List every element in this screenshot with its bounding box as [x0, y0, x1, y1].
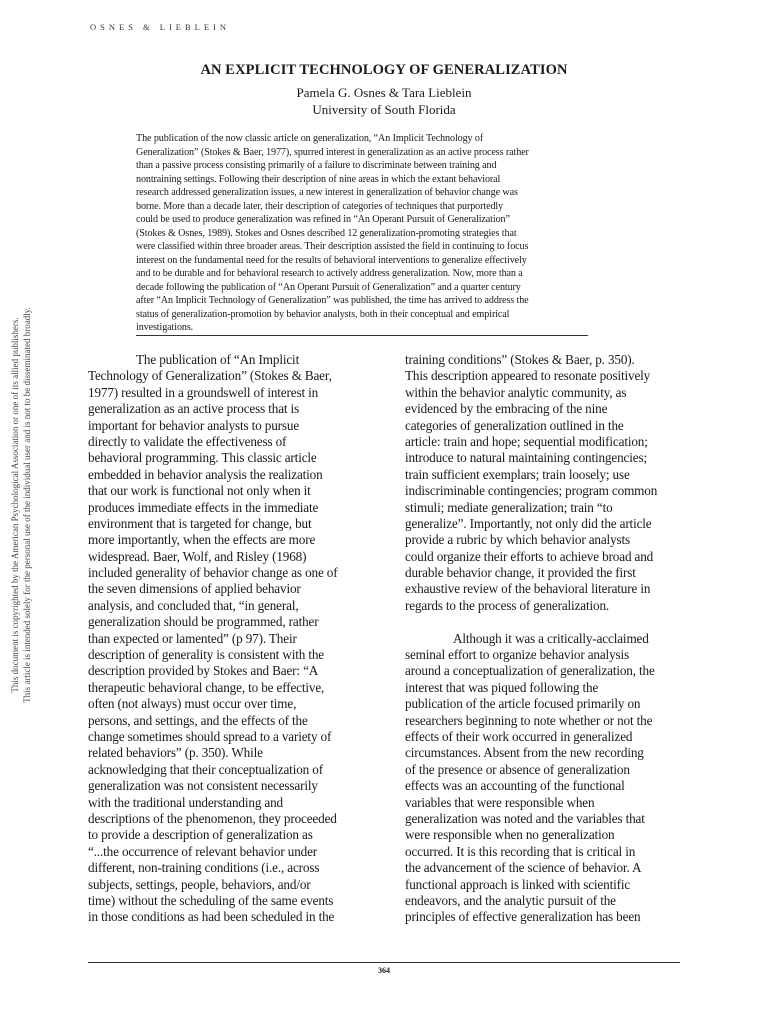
body-text-line: generalization was not consistent necessarily — [88, 778, 318, 794]
body-text-line: therapeutic behavioral change, to be effective, — [88, 679, 325, 695]
body-text-line: regards to the process of generalization. — [405, 597, 610, 613]
body-text-line: description provided by Stokes and Baer: “A — [88, 663, 319, 679]
body-text-line: Technology of Generalization” (Stokes & Baer, — [88, 368, 332, 384]
abstract-line: status of generalization-promotion by behavior analysts, both in their conceptual and empirical — [136, 308, 510, 320]
body-text-line: time) without the scheduling of the same events — [88, 892, 334, 908]
body-text-line: evidenced by the embracing of the nine — [405, 401, 608, 417]
body-text-line: could organize their efforts to achieve broad and — [405, 548, 654, 564]
body-text-line: the seven dimensions of applied behavior — [88, 581, 301, 597]
body-text-line: change sometimes should spread to a variety of — [88, 728, 332, 744]
paragraph-spacer — [405, 614, 683, 630]
abstract-line: investigations. — [136, 322, 194, 333]
body-text-line: persons, and settings, and the effects of the — [88, 712, 308, 728]
abstract-line: The publication of the now classic article on generalization, “An Implicit Technology of — [136, 133, 484, 144]
abstract-line: Generalization” (Stokes & Baer, 1977), spurred interest in generalization as an active process rather — [136, 146, 529, 158]
body-text-line: introduce to natural maintaining contingencies; — [405, 450, 647, 466]
article-title: AN EXPLICIT TECHNOLOGY OF GENERALIZATION — [200, 62, 568, 78]
body-text-line: directly to validate the effectiveness of — [88, 433, 287, 449]
body-text-line: Although it was a critically-acclaimed — [453, 630, 649, 646]
body-text-line: different, non-training conditions (i.e., across — [88, 860, 320, 876]
body-text-line: effects of their work occurred in generalized — [405, 728, 633, 744]
copyright-notice — [10, 280, 40, 730]
abstract-divider — [136, 335, 588, 336]
body-text-line: durable behavior change, it provided the first — [405, 565, 636, 581]
abstract — [136, 132, 588, 335]
abstract-line: research addressed generalization issues, a new interest in generalization of behavior change was — [136, 187, 518, 198]
body-text-line: provide a rubric by which behavior analysts — [405, 532, 630, 548]
body-text-line: within the behavior analytic community, as — [405, 384, 627, 400]
body-text-line: were responsible when no generalization — [405, 827, 615, 843]
body-text-line: interest that was piqued following the — [405, 679, 599, 695]
body-text-line: with the traditional understanding and — [88, 794, 283, 810]
body-text-line: analysis, and concluded that, “in general, — [88, 597, 299, 613]
body-text-line: descriptions of the phenomenon, they proceeded — [88, 810, 337, 826]
abstract-line: borne. More than a decade later, their description of categories of techniques that purportedly — [136, 200, 504, 212]
abstract-line: interest on the fundamental need for the results of behavioral interventions to generalize effectively — [136, 254, 527, 266]
body-text-line: train sufficient exemplars; train loosely; use — [405, 466, 630, 482]
body-text-line: variables that were responsible when — [405, 794, 595, 810]
body-text-line: generalization was noted and the variables that — [405, 810, 645, 826]
body-text-line: article: train and hope; sequential modification; — [405, 433, 648, 449]
body-text-line: produces immediate effects in the immediate — [88, 499, 319, 515]
page-number: 364 — [378, 966, 390, 975]
copyright-notice-line: This article is intended solely for the personal use of the individual user and is not to be disseminated broadly. — [21, 307, 32, 703]
body-text-line: training conditions” (Stokes & Baer, p. 350). — [405, 352, 635, 367]
body-text-line: included generality of behavior change as one of — [88, 565, 338, 581]
body-column-left — [88, 352, 366, 926]
body-text-line: environment that is targeted for change, but — [88, 515, 312, 531]
body-text-line: of the presence or absence of generalization — [405, 761, 630, 777]
body-text-line: stimuli; mediate generalization; train “to — [405, 499, 613, 515]
body-text-line: behavioral programming. This classic article — [88, 450, 317, 466]
body-text-line: important for behavior analysts to pursue — [88, 417, 300, 433]
body-text-line: than expected or lamented” (p 97). Their — [88, 630, 297, 646]
body-text-line: related behaviors” (p. 350). While — [88, 745, 263, 761]
body-text-line: endeavors, and the analytic pursuit of the — [405, 892, 616, 908]
abstract-line: decade following the publication of “An Operant Pursuit of Generalization” and a quarter century — [136, 281, 521, 293]
body-text-line: exhaustive review of the behavioral literature in — [405, 581, 651, 597]
abstract-line: than a passive process consisting primarily of a failure to discriminate between training and — [136, 160, 497, 171]
body-text-line: that our work is functional not only when it — [88, 483, 311, 499]
body-text-line: description of generality is consistent with the — [88, 647, 324, 663]
body-text-line: more importantly, when the effects are more — [88, 532, 316, 548]
abstract-line: and to be durable and for behavioral research to actively address generalization. Now, more than a — [136, 268, 523, 279]
body-text-line: embedded in behavior analysis the realization — [88, 466, 323, 482]
body-text-line: effects was an accounting of the functional — [405, 778, 625, 794]
abstract-line: could be used to produce generalization was refined in “An Operant Pursuit of Generalization” — [136, 214, 510, 225]
author-affiliation: University of South Florida — [312, 102, 456, 117]
author-block — [0, 84, 768, 118]
body-text-line: often (not always) must occur over time, — [88, 696, 297, 712]
body-text-line: generalization should be programmed, rather — [88, 614, 319, 630]
abstract-line: were classified within three broader areas. Their description assisted the field in continuing to focus — [136, 241, 529, 252]
body-text-line: This description appeared to resonate positively — [405, 368, 651, 384]
body-text-line: the advancement of the science of behavior. A — [405, 860, 642, 876]
body-text-line: publication of the article focused primarily on — [405, 696, 641, 712]
body-text-line: categories of generalization outlined in the — [405, 417, 624, 433]
body-text-line: occurred. It is this recording that is critical in — [405, 843, 636, 859]
body-text-line: acknowledging that their conceptualization of — [88, 761, 323, 777]
body-text-line: “...the occurrence of relevant behavior under — [88, 843, 318, 859]
body-text-line: principles of effective generalization has been — [405, 909, 641, 925]
body-text-line: around a conceptualization of generalization, the — [405, 663, 655, 679]
body-text-line: indiscriminable contingencies; program common — [405, 483, 658, 499]
body-text-line: seminal effort to organize behavior analysis — [405, 647, 629, 663]
body-text-line: 1977) resulted in a groundswell of interest in — [88, 384, 319, 400]
body-text-line: circumstances. Absent from the new recording — [405, 745, 644, 761]
body-text-line: generalize”. Importantly, not only did the article — [405, 515, 652, 531]
abstract-line: (Stokes & Osnes, 1989). Stokes and Osnes described 12 generalization-promoting strategies that — [136, 227, 517, 239]
body-text-line: widespread. Baer, Wolf, and Risley (1968) — [88, 548, 307, 564]
author-names: Pamela G. Osnes & Tara Lieblein — [296, 85, 472, 100]
running-head: OSNES & LIEBLEIN — [90, 22, 231, 32]
footer-divider — [88, 962, 680, 963]
body-column-right — [405, 352, 683, 926]
abstract-line: after “An Implicit Technology of Generalization” was published, the time has arrived to address the — [136, 295, 529, 306]
abstract-line: nontraining settings. Following their description of nine areas in which the extant behavioral — [136, 173, 501, 185]
body-text-line: functional approach is linked with scientific — [405, 876, 631, 892]
body-text-line: subjects, settings, people, behaviors, and/or — [88, 876, 311, 892]
body-text-line: The publication of “An Implicit — [136, 352, 300, 367]
body-text-line: in those conditions as had been scheduled in the — [88, 909, 335, 925]
body-text-line: to provide a description of generalization as — [88, 827, 313, 843]
copyright-notice-line: This document is copyrighted by the American Psychological Association or one of its allied publishers. — [10, 317, 20, 693]
body-text-line: researchers beginning to note whether or not the — [405, 712, 653, 728]
body-text-line: generalization as an active process that is — [88, 401, 300, 417]
